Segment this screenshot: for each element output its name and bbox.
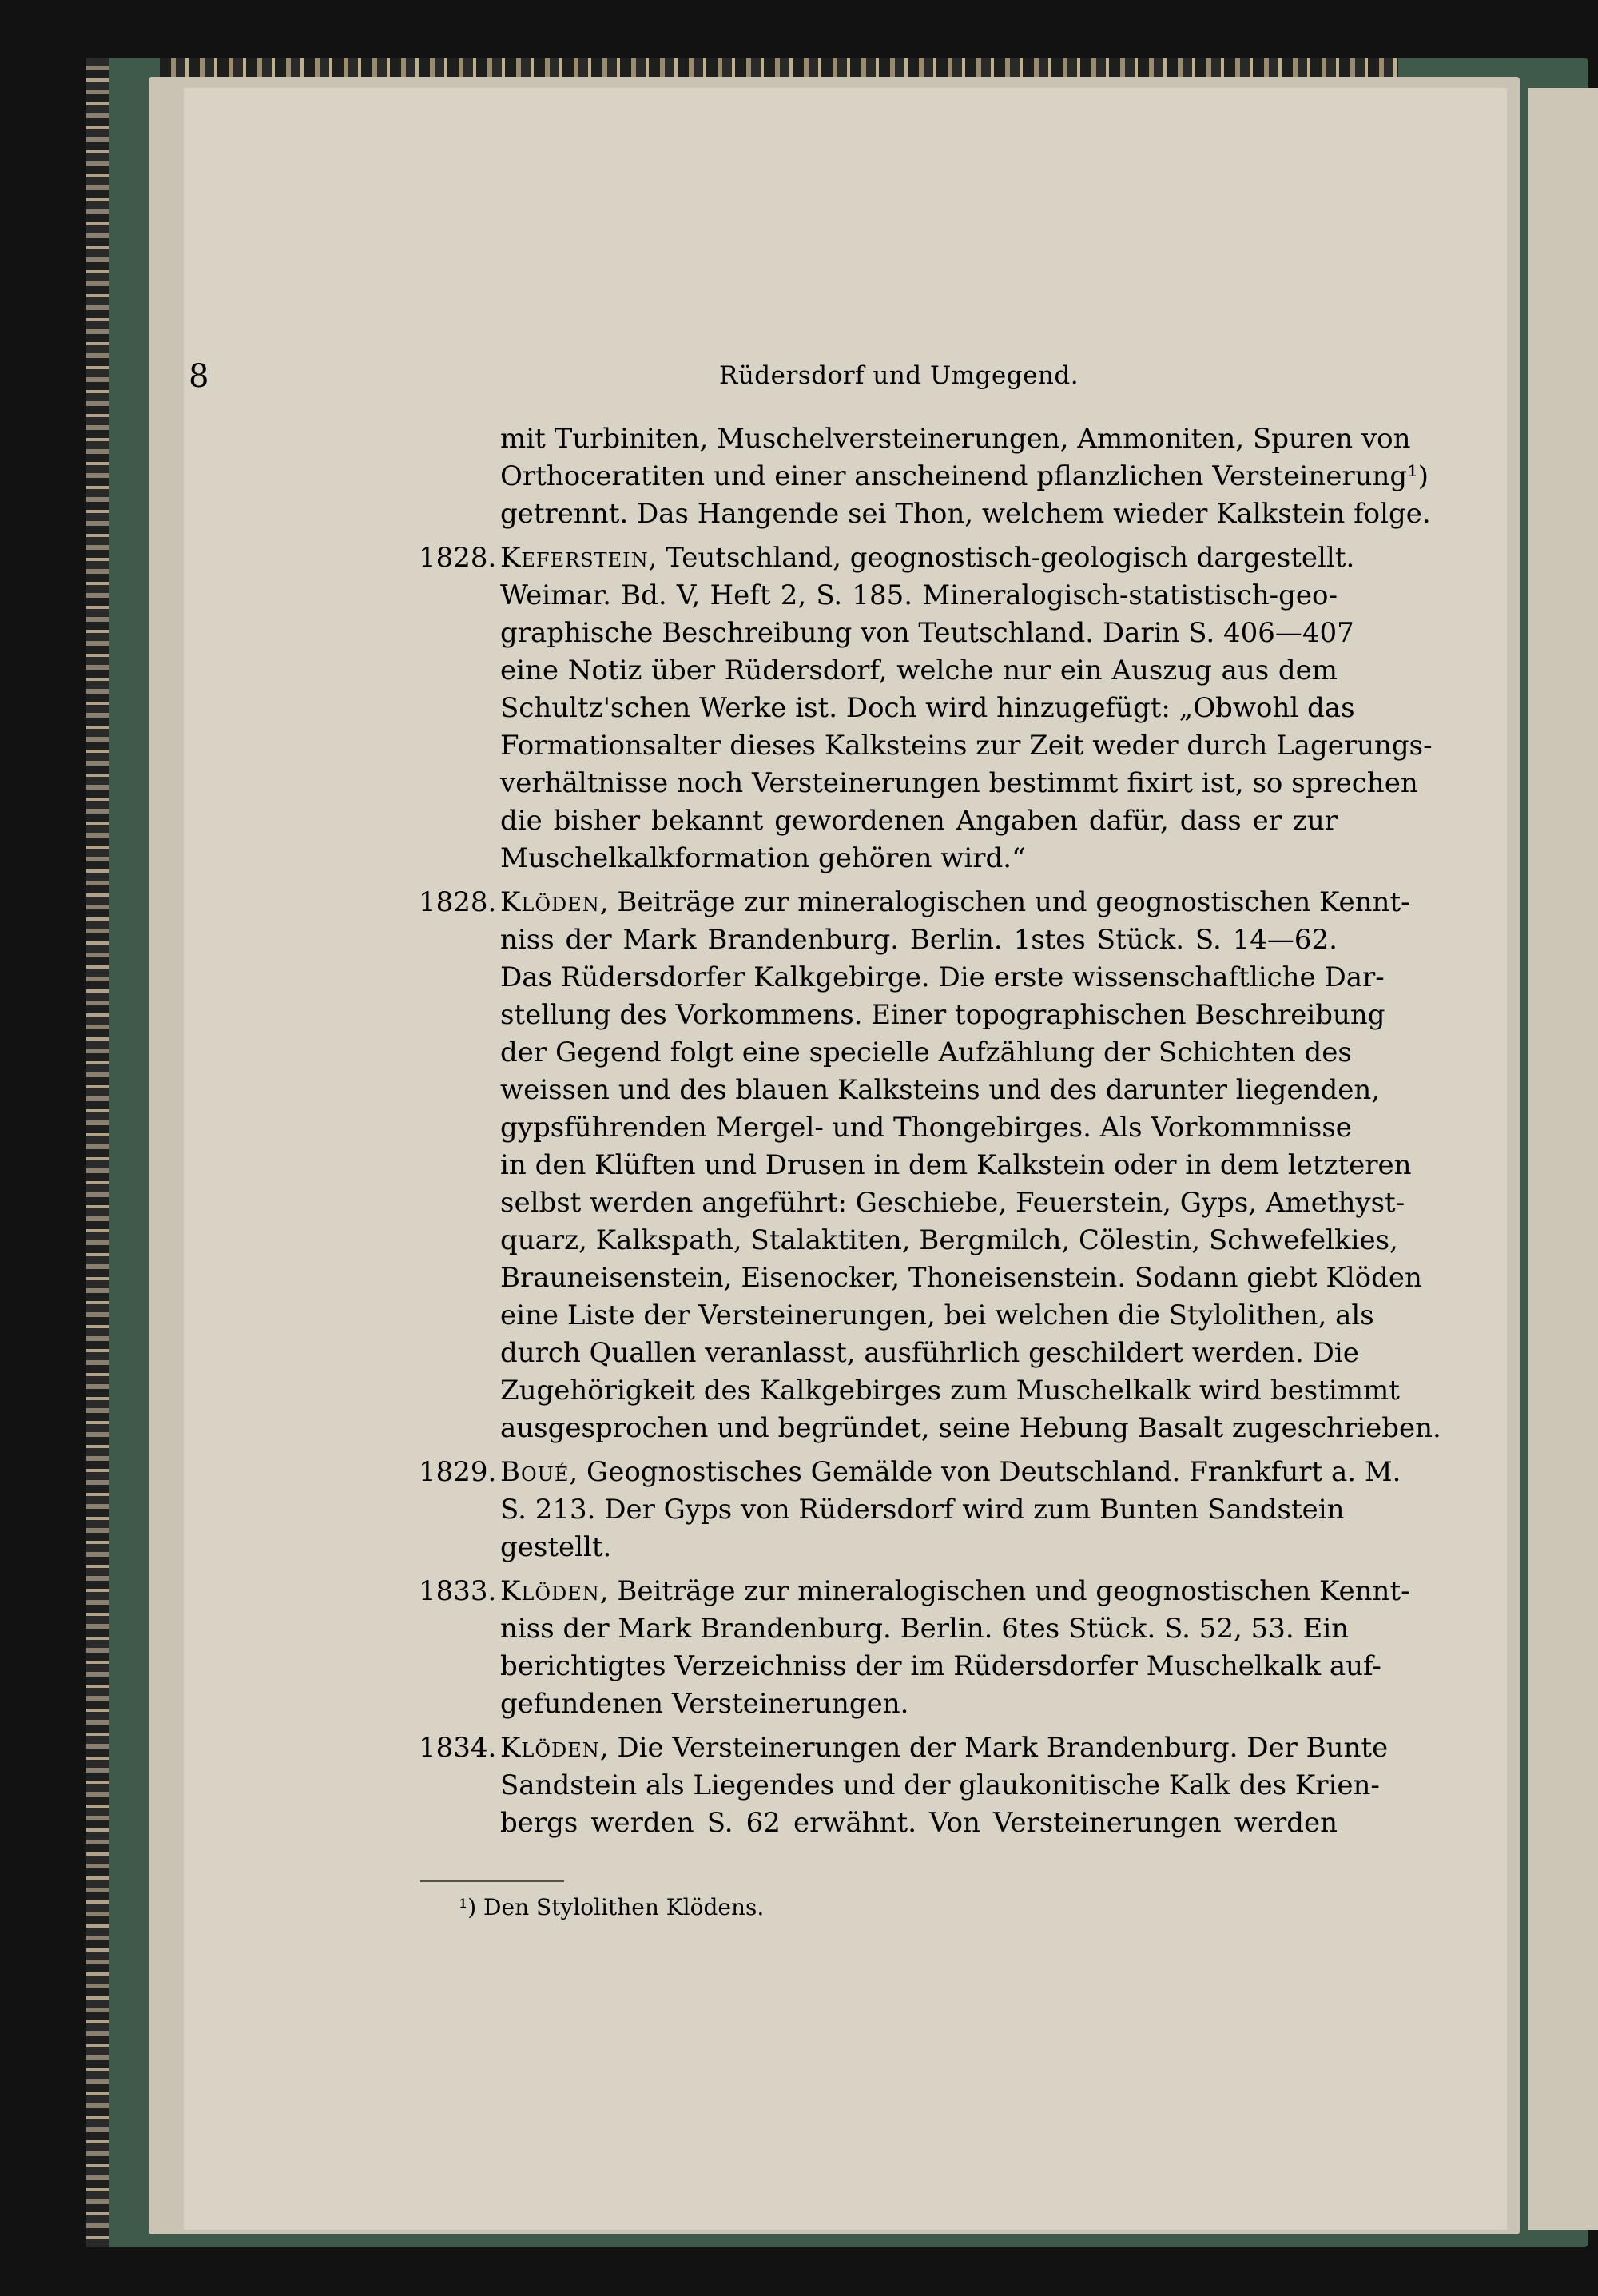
text-line: , Beiträge zur mineralogischen und geognostischen Kennt- xyxy=(599,886,1410,918)
text-line: quarz, Kalkspath, Stalaktiten, Bergmilch, Cölestin, Schwefelkies, xyxy=(500,1224,1398,1256)
text-line: Zugehörigkeit des Kalkgebirges zum Muschelkalk wird bestimmt xyxy=(500,1375,1400,1407)
bibliography-entry xyxy=(419,1729,1389,1842)
entry-year: 1828. xyxy=(419,886,497,918)
text-line: graphische Beschreibung von Teutschland. Darin S. 406—407 xyxy=(500,617,1354,649)
bibliography-entry xyxy=(419,884,1441,1447)
entry-year: 1833. xyxy=(419,1575,497,1607)
text-line: Formationsalter dieses Kalksteins zur Zeit weder durch Lagerungs- xyxy=(500,730,1433,762)
text-line: Muschelkalkformation gehören wird.“ xyxy=(500,842,1026,874)
text-line: bergs werden S. 62 erwähnt. Von Versteinerungen werden xyxy=(500,1807,1338,1839)
intro-paragraph xyxy=(500,420,1431,533)
text-line: selbst werden angeführt: Geschiebe, Feuerstein, Gyps, Amethyst- xyxy=(500,1187,1405,1219)
text-line: getrennt. Das Hangende sei Thon, welchem wieder Kalkstein folge. xyxy=(500,498,1431,530)
text-line: eine Liste der Versteinerungen, bei welchen die Stylolithen, als xyxy=(500,1299,1374,1331)
text-line: mit Turbiniten, Muschelversteinerungen, Ammoniten, Spuren von xyxy=(500,423,1411,455)
entry-author: Klöden xyxy=(500,1575,600,1607)
text-line: Sandstein als Liegendes und der glaukonitische Kalk des Krien- xyxy=(500,1769,1380,1801)
entry-author: Keferstein xyxy=(500,542,649,574)
text-line: gefundenen Versteinerungen. xyxy=(500,1688,909,1720)
bibliography-entry xyxy=(419,539,1433,877)
entry-author: Klöden xyxy=(500,1732,600,1764)
text-line: in den Klüften und Drusen in dem Kalkstein oder in dem letzteren xyxy=(500,1149,1412,1181)
entry-author: Boué xyxy=(500,1456,570,1488)
footnote: ¹) Den Stylolithen Klödens. xyxy=(459,1894,765,1920)
text-line: niss der Mark Brandenburg. Berlin. 6tes Stück. S. 52, 53. Ein xyxy=(500,1613,1350,1645)
text-line: , Die Versteinerungen der Mark Brandenburg. Der Bunte xyxy=(599,1732,1389,1764)
text-line: weissen und des blauen Kalksteins und des darunter liegenden, xyxy=(500,1074,1381,1106)
text-line: Orthoceratiten und einer anscheinend pflanzlichen Versteinerung¹) xyxy=(500,460,1429,492)
text-line: , Geognostisches Gemälde von Deutschland. Frankfurt a. M. xyxy=(569,1456,1401,1488)
text-line: , Teutschland, geognostisch-geologisch dargestellt. xyxy=(648,542,1355,574)
facing-page-edge xyxy=(1528,88,1598,2230)
text-line: die bisher bekannt gewordenen Angaben dafür, dass er zur xyxy=(500,805,1338,837)
text-line: Das Rüdersdorfer Kalkgebirge. Die erste wissenschaftliche Dar- xyxy=(500,961,1385,993)
cover-top-edge xyxy=(160,58,1398,77)
text-line: Schultz'schen Werke ist. Doch wird hinzugefügt: „Obwohl das xyxy=(500,692,1355,724)
entry-year: 1828. xyxy=(419,542,497,574)
text-line: S. 213. Der Gyps von Rüdersdorf wird zum Bunten Sandstein xyxy=(500,1494,1345,1526)
text-line: niss der Mark Brandenburg. Berlin. 1stes Stück. S. 14—62. xyxy=(500,924,1338,956)
entry-year: 1834. xyxy=(419,1732,497,1764)
text-line: gypsführenden Mergel- und Thongebirges. Als Vorkommnisse xyxy=(500,1112,1352,1144)
entry-author: Klöden xyxy=(500,886,600,918)
text-line: Brauneisenstein, Eisenocker, Thoneisenstein. Sodann giebt Klöden xyxy=(500,1262,1422,1294)
cover-marbled-edge xyxy=(86,58,109,2247)
page-number: 8 xyxy=(189,358,209,395)
text-line: , Beiträge zur mineralogischen und geognostischen Kennt- xyxy=(599,1575,1410,1607)
text-line: berichtigtes Verzeichniss der im Rüdersdorfer Muschelkalk auf- xyxy=(500,1650,1381,1682)
footnote-rule xyxy=(420,1880,564,1882)
text-line: Weimar. Bd. V, Heft 2, S. 185. Mineralogisch-statistisch-geo- xyxy=(500,579,1338,611)
text-line: eine Notiz über Rüdersdorf, welche nur ein Auszug aus dem xyxy=(500,655,1338,686)
text-line: ausgesprochen und begründet, seine Hebung Basalt zugeschrieben. xyxy=(500,1412,1441,1444)
bibliography-entry xyxy=(419,1573,1410,1723)
text-line: verhältnisse noch Versteinerungen bestimmt fixirt ist, so sprechen xyxy=(500,767,1418,799)
text-line: stellung des Vorkommens. Einer topographischen Beschreibung xyxy=(500,999,1385,1031)
running-title: Rüdersdorf und Umgegend. xyxy=(719,361,1079,390)
text-line: der Gegend folgt eine specielle Aufzählung der Schichten des xyxy=(500,1037,1352,1068)
text-line: gestellt. xyxy=(500,1531,612,1563)
text-line: durch Quallen veranlasst, ausführlich geschildert werden. Die xyxy=(500,1337,1359,1369)
body-text xyxy=(419,420,1441,1842)
entry-year: 1829. xyxy=(419,1456,497,1488)
bibliography-entry xyxy=(419,1454,1401,1566)
